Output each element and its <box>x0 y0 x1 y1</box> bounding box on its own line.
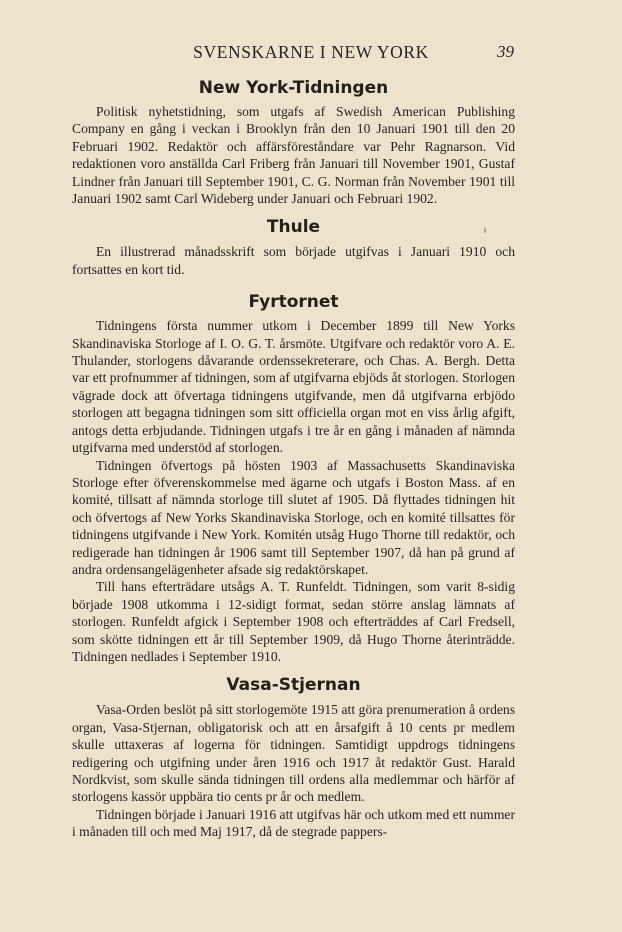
paragraph: Till hans efterträdare utsågs A. T. Runfeldt. Tidningen, som varit 8-sidig började 1908 utkomma i 12-sidigt format, sedan större anslag lämnats af storlogen. Runfeldt afgick i September 1908 och efterträddes af Carl Fredsell, som skötte tidningen ett år till September 1909, då Hugo Thorne återinträdde. Tidningen nedlades i September 1910. <box>72 579 515 664</box>
paragraph: Tidningen öfvertogs på hösten 1903 af Massachusetts Skandinaviska Storloge efter öfverenskommelse med ägarne och utgafs i Boston Mass. af en komité, tillsatt af nämnda storloge till slutet af 1905. Då flyttades tidningen hit och öfvertogs af New Yorks Skandinaviska Storloge, och en komité tillsattes för tidningens utgifvande i New York. Komitén utsåg Hugo Thorne till redaktör, och redigerade han tidningen år 1906 samt till September 1907, då han på grund af andra ordensangelägenheter afsade sig redaktörskapet. <box>72 457 515 577</box>
paragraph: Politisk nyhetstidning, som utgafs af Swedish American Publishing Company en gång i veckan i Brooklyn från den 10 Januari 1901 till den 20 Februari 1902. Redaktör och affärsföreståndare var Pehr Ragnarson. Vid redaktionen voro anställda Carl Friberg från Januari till November 1901, Gustaf Lindner från Januari till September 1901, C. G. Norman från November 1901 till Januari 1902 samt Carl Wideberg under Januari och Februari 1902. <box>72 104 515 207</box>
page-body <box>72 76 515 841</box>
paragraph: En illustrerad månadsskrift som började utgifvas i Januari 1910 och fortsattes en kort tid. <box>72 244 515 277</box>
section-vasa-stjernan <box>72 673 515 840</box>
section-thule <box>72 215 515 278</box>
paragraph: Tidningens första nummer utkom i December 1899 till New Yorks Skandinaviska Storloge af I. O. G. T. årsmöte. Utgifvare och redaktör voro A. E. Thulander, storlogens dåvarande ordenssekreterare, och Chas. A. Bergh. Detta var ett profnummer af tidningen, som af utgifvarna ebjöds åt storlogen. Storlogen vägrade dock att öfvertaga tidningens utgifvande, men då utgifvarna erbjödo storlogen att begagna tidningen som sitt officiella organ mot en viss årlig afgift, antogs detta erbjudande. Tidningen utgafs i tre år en gång i månaden af nämnda utgifvarna med understöd af storlogen. <box>72 318 515 456</box>
paragraph: Vasa-Orden beslöt på sitt storlogemöte 1915 att göra prenumeration å ordens organ, Vasa-Stjernan, obligatorisk och att en årsafgift å 10 cents pr medlem skulle uttaxeras af logerna för tidningen. Samtidigt uppdrogs tidningens redigering och utgifning under åren 1916 och 1917 åt redaktör Gust. Harald Nordkvist, som skulle sända tidningen till ordens alla medlemmar och härför af storlogens kassör uppbära tio cents pr år och medlem. <box>72 702 515 805</box>
section-heading: Fyrtornet <box>248 292 339 313</box>
section-heading: New York-Tidningen <box>198 78 389 98</box>
section-new-york-tidningen <box>72 76 515 207</box>
section-heading: Thule <box>266 217 321 238</box>
page-number: 39 <box>497 42 514 61</box>
running-title: SVENSKARNE I NEW YORK <box>193 42 429 62</box>
running-head <box>0 42 622 64</box>
paragraph: Tidningen började i Januari 1916 att utgifvas här och utkom med ett nummer i månaden till och med Maj 1917, då de stegrade pappers- <box>72 806 515 840</box>
section-heading: Vasa-Stjernan <box>226 675 361 696</box>
section-fyrtornet <box>72 290 515 665</box>
